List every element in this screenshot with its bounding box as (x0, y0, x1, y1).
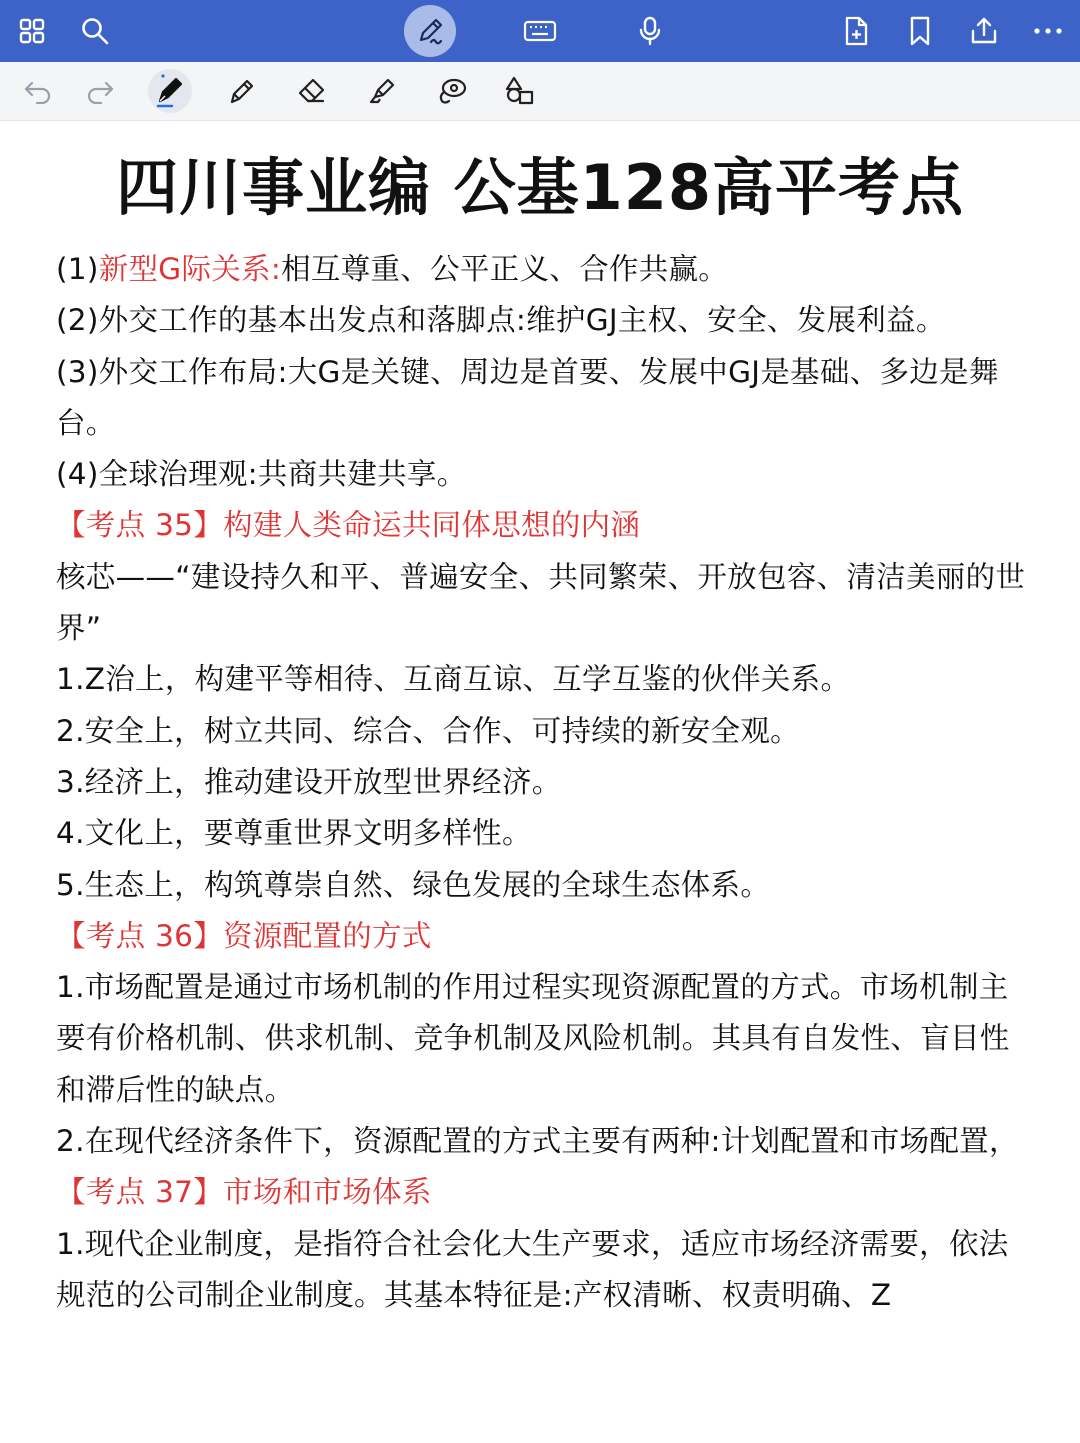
paragraph-line: 核芯——“建设持久和平、普遍安全、共同繁荣、开放包容、清洁美丽的世界” (56, 559, 1026, 646)
section-heading: 【考点 37】市场和市场体系 (56, 1175, 432, 1210)
pen-mode-icon[interactable] (404, 5, 456, 57)
paragraph-line: 5.生态上，构筑尊崇自然、绿色发展的全球生态体系。 (56, 867, 771, 902)
top-app-bar (0, 0, 1080, 62)
shapes-icon[interactable] (498, 69, 542, 113)
paragraph-line: (4)全球治理观:共商共建共享。 (56, 457, 467, 492)
redo-icon[interactable] (78, 69, 122, 113)
paragraph-line: 3.经济上，推动建设开放型世界经济。 (56, 764, 562, 799)
page-title: 四川事业编 公基128高平考点 (115, 151, 964, 224)
paragraph-line: 1.市场配置是通过市场机制的作用过程实现资源配置的方式。市场机制主要有价格机制、供求机制、竞争机制及风险机制。其具有自发性、盲目性和滞后性的缺点。 (56, 970, 1010, 1107)
search-icon[interactable] (73, 9, 117, 53)
pencil-icon[interactable] (220, 69, 264, 113)
highlighted-term: 新型G际关系: (98, 252, 282, 286)
highlighter-icon[interactable] (360, 69, 404, 113)
paragraph-line: (2)外交工作的基本出发点和落脚点:维护GJ主权、安全、发展利益。 (56, 303, 946, 338)
drawing-toolbar (0, 62, 1080, 121)
grid-icon[interactable] (10, 9, 54, 53)
more-icon[interactable] (1026, 9, 1070, 53)
paragraph-line: 1.现代企业制度，是指符合社会化大生产要求，适应市场经济需要，依法规范的公司制企业制度。其基本特征是:产权清晰、权责明确、Z (56, 1226, 1009, 1312)
lasso-icon[interactable] (430, 69, 474, 113)
share-icon[interactable] (962, 9, 1006, 53)
keyboard-icon[interactable] (518, 9, 562, 53)
add-page-icon[interactable] (834, 9, 878, 53)
paragraph-line: 2.安全上，树立共同、综合、合作、可持续的新安全观。 (56, 713, 800, 748)
fountain-pen-icon[interactable] (148, 69, 192, 113)
note-content (56, 244, 1031, 1321)
undo-icon[interactable] (16, 69, 60, 113)
section-heading: 【考点 35】构建人类命运共同体思想的内涵 (56, 508, 641, 543)
microphone-icon[interactable] (628, 9, 672, 53)
paragraph-line: (1)新型G际关系:相互尊重、公平正义、合作共赢。 (56, 252, 729, 286)
paragraph-line: (3)外交工作布局:大G是关键、周边是首要、发展中GJ是基础、多边是舞台。 (56, 354, 999, 440)
paragraph-line: 4.文化上，要尊重世界文明多样性。 (56, 816, 532, 851)
bookmark-icon[interactable] (898, 9, 942, 53)
paragraph-line: 1.Z治上，构建平等相待、互商互谅、互学互鉴的伙伴关系。 (56, 662, 851, 697)
section-heading: 【考点 36】资源配置的方式 (56, 918, 432, 953)
eraser-icon[interactable] (290, 69, 334, 113)
paragraph-line: 2.在现代经济条件下，资源配置的方式主要有两种:计划配置和市场配置， (56, 1124, 1019, 1159)
